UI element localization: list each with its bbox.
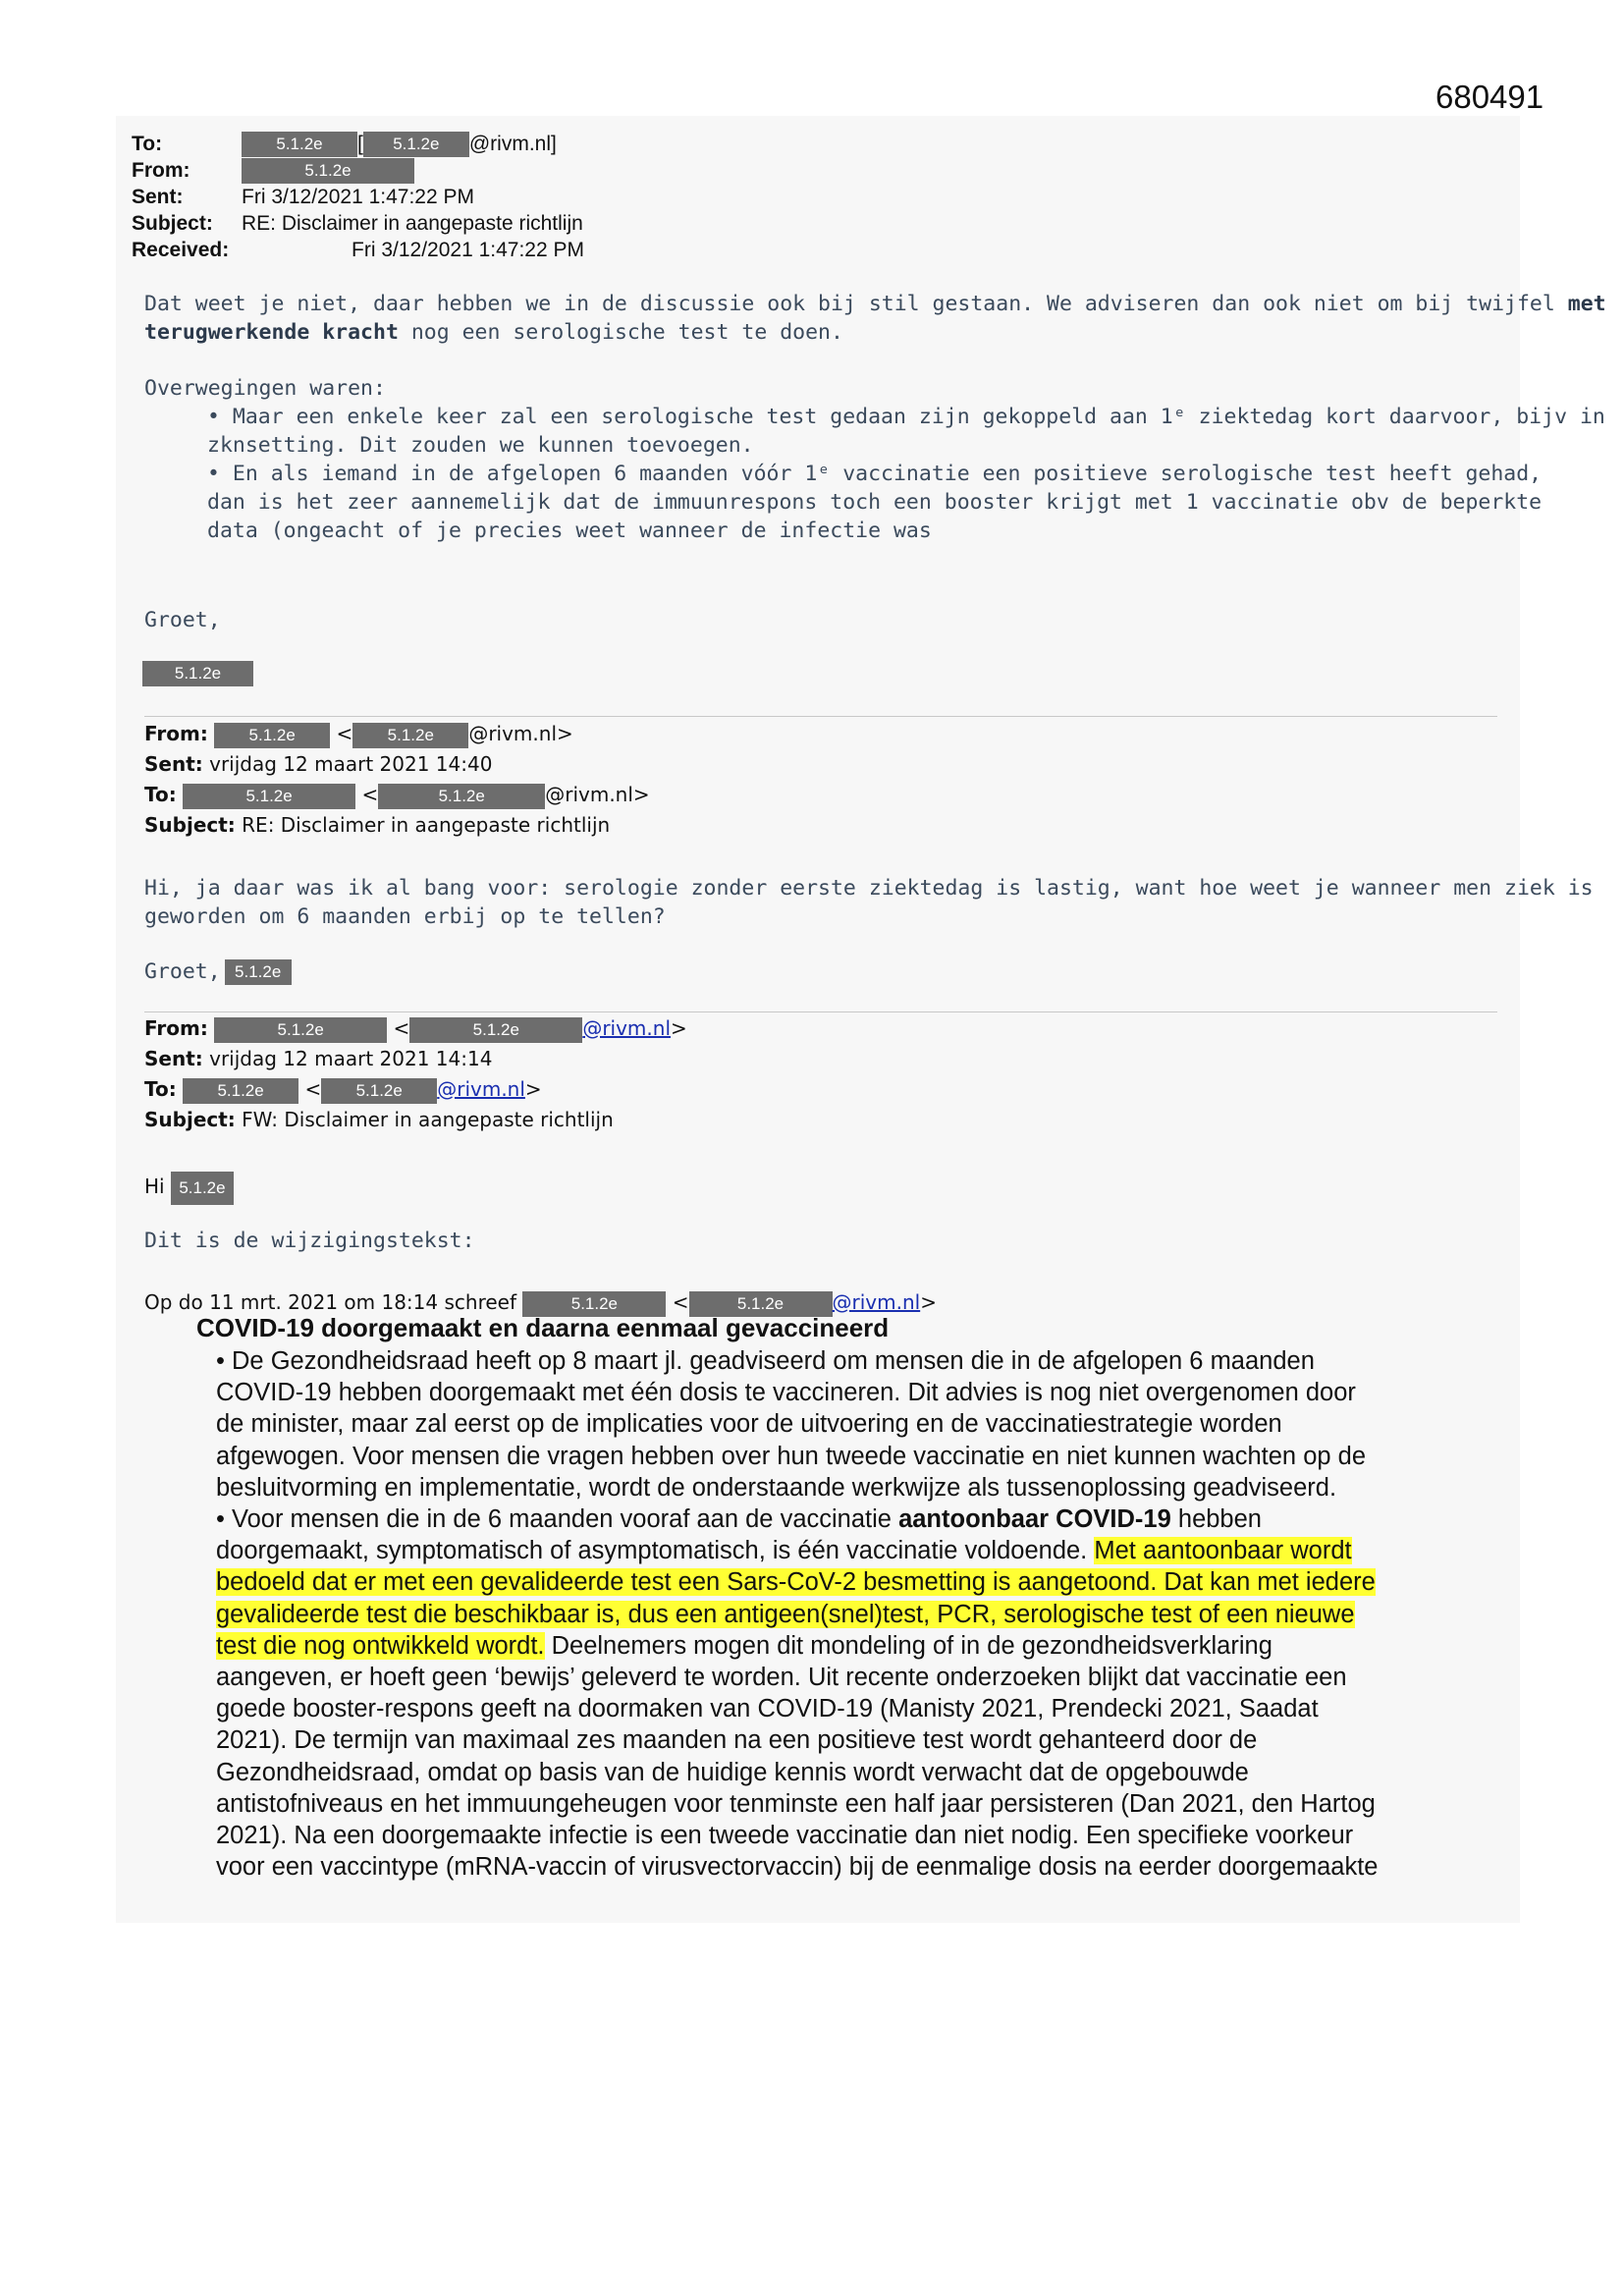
quote-attribution: Op do 11 mrt. 2021 om 18:14 schreef 5.1.2e < 5.1.2e @rivm.nl> [144, 1287, 937, 1318]
email-link[interactable]: @rivm.nl [832, 1290, 921, 1314]
redaction-box: 5.1.2e [689, 1291, 833, 1317]
header-sent-value: Fri 3/12/2021 1:47:22 PM [242, 186, 474, 208]
msg2-body: Hi, ja daar was ik al bang voor: serologie zonder eerste ziektedag is lastig, want hoe weet je wanneer men ziek is geworden om 6 maanden erbij op te tellen? [144, 876, 1594, 929]
highlight: gevalideerde test die beschikbaar is, dus een antigeen(snel)test, PCR, serologische test of een nieuwe [216, 1600, 1355, 1628]
redaction-box: 5.1.2e [214, 1017, 387, 1043]
redaction-box: 5.1.2e [321, 1078, 437, 1104]
header-received-value: Fri 3/12/2021 1:47:22 PM [352, 239, 584, 261]
divider [144, 716, 1497, 717]
msg3-intro: Dit is de wijzigingstekst: [144, 1229, 475, 1253]
divider [144, 1011, 1497, 1012]
msg2-greeting: Groet, 5.1.2e [144, 957, 292, 986]
redaction-box: 5.1.2e [183, 1078, 298, 1104]
redaction-box: 5.1.2e [142, 661, 253, 686]
redaction-box: 5.1.2e [242, 132, 357, 157]
header-to-bracket: [ [357, 133, 363, 155]
redaction-box: 5.1.2e [242, 158, 414, 184]
header-subject-value: RE: Disclaimer in aangepaste richtlijn [242, 212, 583, 235]
list-item: • En als iemand in de afgelopen 6 maanden vóór 1ᵉ vaccinatie een positieve serologische test heeft gehad, [207, 462, 1543, 486]
header-to-label: To: [132, 133, 163, 155]
redaction-box: 5.1.2e [363, 132, 469, 157]
header-sent-label: Sent: [132, 186, 184, 208]
email-link[interactable]: @rivm.nl [437, 1077, 525, 1101]
redaction-box: 5.1.2e [352, 723, 468, 748]
redaction-box: 5.1.2e [409, 1017, 582, 1043]
header-to-suffix: @rivm.nl] [468, 133, 557, 155]
header-subject-label: Subject: [132, 212, 213, 235]
msg1-bullet-list: • Maar een enkele keer zal een serologische test gedaan zijn gekoppeld aan 1ᵉ ziektedag kort daarvoor, bijv in zknsetting. Dit zouden we kunnen toevoegen. • En als iemand in de afgelopen 6 maanden vóór 1ᵉ vaccinatie een positieve serologische test heeft gehad, dan is het zeer aannemelijk dat de immuunrespons toch een booster krijgt met 1 vaccinatie obv de beperkte data (ongeacht of je precies weet wanneer de infectie was [207, 405, 1605, 543]
redaction-box: 5.1.2e [183, 784, 355, 809]
highlight: Met aantoonbaar wordt [1094, 1537, 1352, 1565]
msg1-paragraph: Dat weet je niet, daar hebben we in de discussie ook bij stil gestaan. We adviseren dan ook niet om bij twijfel met terugwerkende kracht nog een serologische test te doen. [144, 292, 1606, 345]
redaction-box: 5.1.2e [171, 1172, 234, 1205]
email-link[interactable]: @rivm.nl [582, 1016, 671, 1040]
quoted-body: • De Gezondheidsraad heeft op 8 maart jl. geadviseerd om mensen die in de afgelopen 6 maanden COVID-19 hebben doorgemaakt met één dosis te vaccineren. Dit advies is nog niet overgenomen door de minister, maar zal eerst op de implicaties voor de uitvoering en de vaccinatiestrategie worden afgewogen. Voor mensen die vragen hebben over hun tweede vaccinatie en niet kunnen wachten op de besluitvorming en implementatie, wordt de onderstaande werkwijze als tussenoplossing geadviseerd. • Voor mensen die in de 6 maanden vooraf aan de vaccinatie aantoonbaar COVID-19 hebben doorgemaakt, symptomatisch of asymptomatisch, is één vaccinatie voldoende. Met aantoonbaar wordt bedoeld dat er met een gevalideerde test een Sars-CoV-2 besmetting is aangetoond. Dat kan met iedere gevalideerde test die beschikbaar is, dus een antigeen(snel)test, PCR, serologische test of een nieuwe test die nog ontwikkeld wordt. Deelnemers mogen dit mondeling of in de gezondheidsverklaring aangeven, er hoeft geen ‘bewijs’ geleverd te worden. Uit recente onderzoeken blijkt dat vaccinatie een goede booster-respons geeft na doormaken van COVID-19 (Manisty 2021, Prendecki 2021, Saadat 2021). De termijn van maximaal zes maanden na een positieve test wordt gehanteerd door de Gezondheidsraad, omdat op basis van de huidige kennis wordt verwacht dat de opgebouwde antistofniveaus en het immuungeheugen voor tenminste een half jaar persisteren (Dan 2021, den Hartog 2021). Na een doorgemaakte infectie is een tweede vaccinatie dan niet nodig. Een specifieke voorkeur voor een vaccintype (mRNA-vaccin of virusvectorvaccin) bij de eenmalige dosis na eerder doorgemaakte [216, 1347, 1379, 1882]
msg2-header: From: 5.1.2e < 5.1.2e @rivm.nl> Sent: vrijdag 12 maart 2021 14:40 To: 5.1.2e < 5.1.2e @rivm.nl> Subject: RE: Disclaimer in aangepaste richtlijn [144, 722, 650, 837]
document-id: 680491 [1435, 79, 1544, 115]
list-item: • Maar een enkele keer zal een serologische test gedaan zijn gekoppeld aan 1ᵉ ziektedag kort daarvoor, bijv in [207, 405, 1605, 429]
msg1-considerations: Overwegingen waren: [144, 376, 386, 401]
msg1-greeting: Groet, [144, 608, 221, 632]
header-received-label: Received: [132, 239, 230, 261]
redaction-box: 5.1.2e [225, 959, 292, 985]
msg3-greeting: Hi 5.1.2e [144, 1169, 234, 1204]
msg3-header: From: 5.1.2e < 5.1.2e @rivm.nl> Sent: vrijdag 12 maart 2021 14:14 To: 5.1.2e < 5.1.2e @rivm.nl> Subject: FW: Disclaimer in aangepaste richtlijn [144, 1016, 687, 1131]
redaction-box: 5.1.2e [214, 723, 330, 748]
redaction-box: 5.1.2e [378, 784, 545, 809]
redaction-box: 5.1.2e [522, 1291, 666, 1317]
highlight: bedoeld dat er met een gevalideerde test een Sars-CoV-2 besmetting is aangetoond. Dat kan met iedere [216, 1568, 1376, 1597]
highlight: test die nog ontwikkeld wordt. [216, 1631, 545, 1660]
quoted-title: COVID-19 doorgemaakt en daarna eenmaal gevaccineerd [196, 1313, 890, 1342]
header-from-label: From: [132, 159, 190, 182]
